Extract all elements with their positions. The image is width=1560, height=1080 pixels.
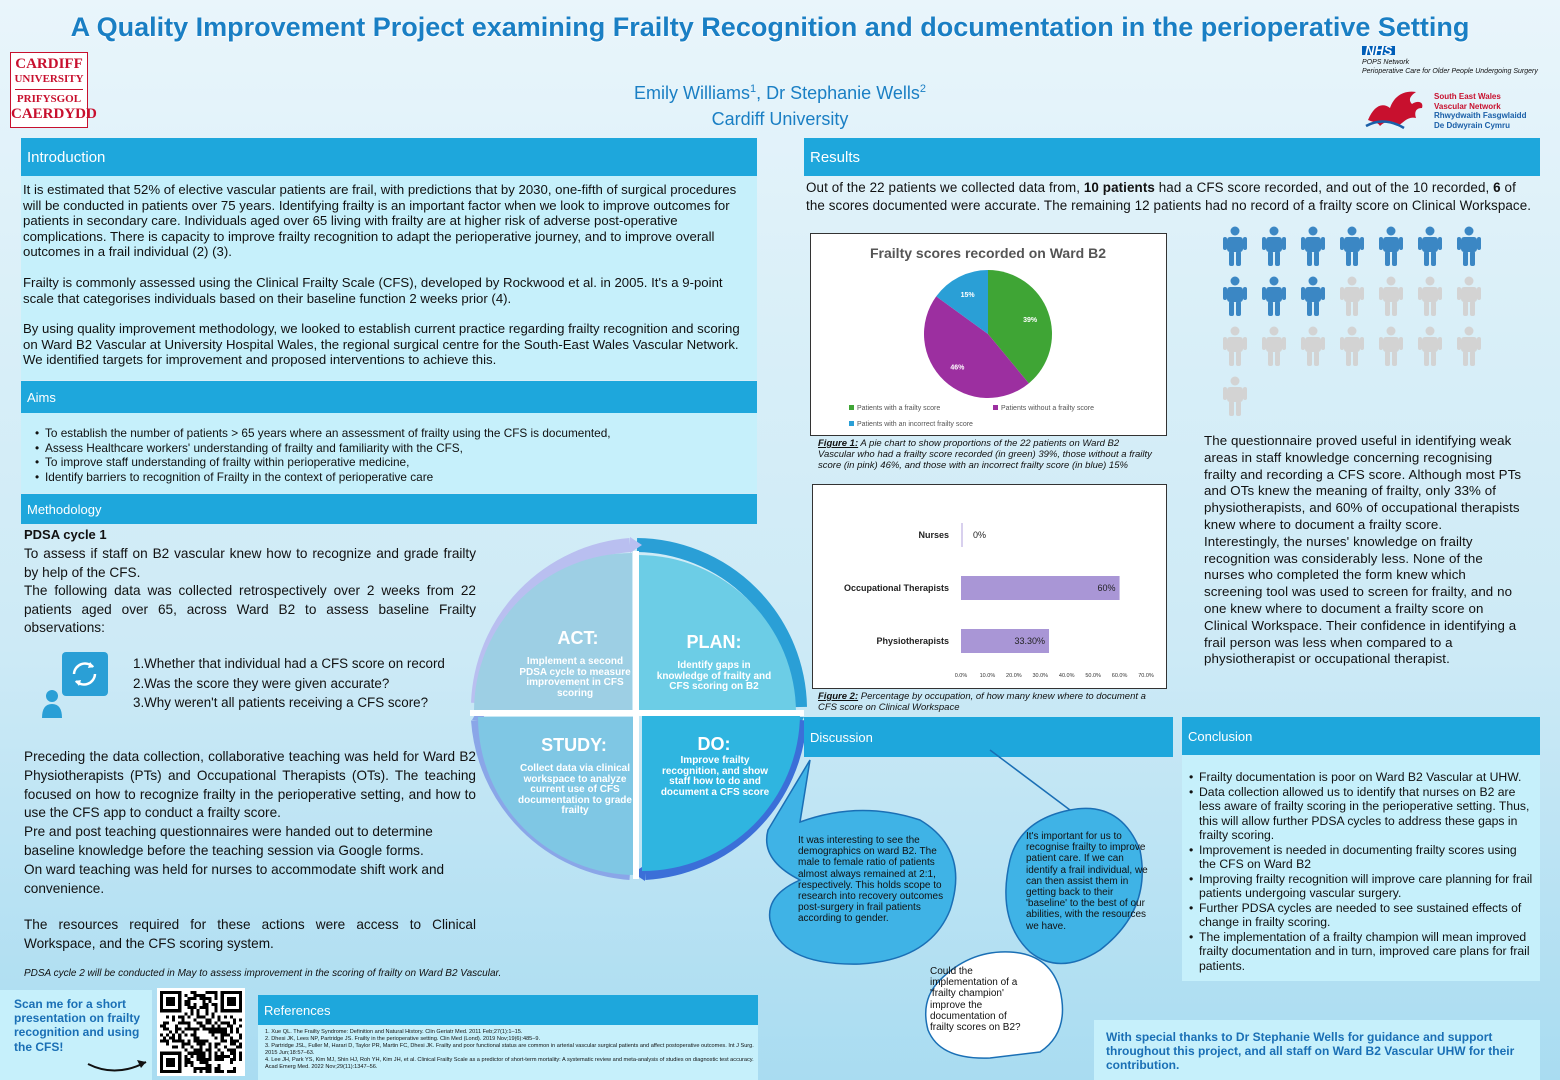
section-heading: Conclusion	[1188, 728, 1253, 744]
figure1-caption	[818, 438, 1153, 471]
method-paragraph: On ward teaching was held for nurses to accommodate shift work and convenience.	[24, 861, 445, 896]
conclusion-item: • Improving frailty recognition will improve care planning for frail patients undergoing vascular surgery.	[1187, 872, 1537, 901]
nhs-pops-logo	[1362, 43, 1554, 76]
figure-label: Figure 1:	[818, 438, 859, 449]
figure-label: Figure 2:	[818, 691, 859, 702]
arrow-right-icon	[86, 1044, 156, 1078]
bar	[961, 523, 963, 547]
question-item: 3.Why weren't all patients receiving a CFS score?	[133, 695, 429, 710]
plan-title: PLAN:	[686, 632, 742, 652]
pie-title: Frailty scores recorded on Ward B2	[870, 245, 1106, 261]
study-text: Collect data via clinical workspace to analyze current use of CFS documentation to grade frailty	[518, 763, 632, 816]
question-item: 1.Whether that individual had a CFS score on record	[133, 656, 445, 671]
methodology-body	[24, 748, 476, 954]
person-icon	[1456, 276, 1482, 316]
author-2: , Dr Stephanie Wells	[756, 83, 920, 103]
questions-list	[133, 654, 483, 713]
reference-item: 3. Partridge JSL, Fuller M, Harari D, Taylor PR, Martin FC, Dhesi JK. Frailty and poor functional status are common in arterial vascular surgical patients and affect postoperative outcomes. Int J Surg. 2015 Jun;18:57–63.	[265, 1043, 754, 1056]
sew-line: South East Wales	[1434, 92, 1501, 101]
sew-line: De Ddwyrain Cymru	[1434, 120, 1511, 130]
bar-tick-label: 50.0%	[1085, 673, 1101, 679]
section-heading: Introduction	[27, 148, 106, 166]
conclusion-list	[1187, 770, 1537, 973]
methodology-header	[21, 494, 757, 524]
findings-paragraph: The questionnaire proved useful in identifying weak areas in staff knowledge concerning recognising frailty and recording a CFS score. Although most PTs and OTs knew the meaning of frailty, only 33% of physiotherapists, and 60% of occupational therapists knew where to document a frailty score.	[1204, 433, 1522, 532]
aim-item: • Identify barriers to recognition of Frailty in the context of perioperative care	[33, 470, 753, 485]
bar-category-label: Nurses	[918, 530, 949, 540]
person-icon	[1417, 326, 1443, 366]
results-header	[804, 138, 1540, 176]
bar-tick-label: 70.0%	[1138, 673, 1154, 679]
bar-value-label: 60%	[1097, 583, 1116, 593]
pie-chart	[811, 234, 1165, 434]
qr-caption: Scan me for a short presentation on frailty recognition and using the CFS!	[14, 997, 141, 1054]
section-heading: Aims	[27, 389, 56, 405]
results-text: 6	[1493, 180, 1501, 195]
dragon-icon	[1364, 86, 1426, 132]
method-paragraph: The following data was collected retrospectively over 2 weeks from 22 patients aged over 65, across Ward B2 to assess baseline Frailty observations:	[24, 583, 476, 635]
results-text: had a CFS score recorded, and out of the 10 recorded,	[1154, 180, 1494, 195]
bar-chart	[813, 485, 1165, 687]
section-heading: Results	[810, 148, 861, 166]
intro-paragraph: Frailty is commonly assessed using the Clinical Frailty Scale (CFS), developed by Rockwood et al. in 2005. It's a 9-point scale that categorises individuals based on their baseline function 2 weeks prior (4).	[23, 274, 723, 306]
question-item: 2.Was the score they were given accurate?	[133, 675, 390, 691]
section-heading: References	[264, 1002, 331, 1018]
bubble-3-text: Could the implementation of a 'frailty champion' improve the documentation of frailty scores on B2?	[930, 966, 1021, 1034]
bar-value-label: 33.30%	[1014, 636, 1046, 646]
pie-value-label: 39%	[1023, 316, 1038, 324]
person-icon	[1417, 226, 1443, 266]
cardiff-university-logo	[10, 52, 97, 128]
bar-category-label: Physiotherapists	[876, 636, 949, 646]
references-header	[258, 995, 758, 1025]
author-1: Emily Williams	[634, 83, 750, 103]
study-title: STUDY:	[541, 735, 607, 755]
figure-text: Percentage by occupation, of how many knew where to document a CFS score on Clinical Workspace	[818, 691, 1146, 713]
sew-vascular-network-logo	[1364, 86, 1554, 134]
person-icon	[1222, 226, 1248, 266]
figure2-caption	[818, 691, 1158, 713]
reference-item: 1. Xue QL. The Frailty Syndrome: Definition and Natural History. Clin Geriatr Med. 2011 Feb;27(1):1–15.	[265, 1029, 523, 1035]
person-icon	[1222, 376, 1248, 416]
act-title: ACT:	[557, 628, 599, 648]
aims-header	[21, 381, 757, 413]
person-icon	[1222, 326, 1248, 366]
author-sup: 1	[750, 83, 757, 95]
conclusion-item: • Frailty documentation is poor on Ward B2 Vascular at UHW.	[1187, 770, 1537, 785]
section-heading: Discussion	[810, 729, 873, 745]
introduction-text	[23, 182, 755, 368]
plan-text: Identify gaps in knowledge of frailty and CFS scoring on B2	[656, 660, 772, 692]
section-heading: Methodology	[27, 501, 102, 517]
qr-code[interactable]	[156, 988, 246, 1076]
pie-chart-box	[810, 233, 1167, 436]
conclusion-item: • The implementation of a frailty champion will mean improved frailty documentation and in turn, improved care plans for frail patients.	[1187, 930, 1537, 974]
legend-swatch	[993, 405, 998, 410]
legend-swatch	[849, 421, 854, 426]
sew-line: Vascular Network	[1434, 101, 1501, 111]
nhs-network: POPS Network	[1362, 59, 1410, 66]
person-icon	[1300, 226, 1326, 266]
bar-tick-label: 40.0%	[1058, 673, 1075, 679]
person-icon	[1378, 326, 1404, 366]
legend-label: Patients without a frailty score	[1001, 405, 1094, 412]
introduction-header	[21, 138, 757, 176]
bar-tick-label: 10.0%	[979, 673, 996, 679]
sew-line: Rhwydwaith Fasgwlaidd	[1434, 111, 1527, 120]
logo-text: UNIVERSITY	[14, 73, 84, 85]
method-paragraph: Preceding the data collection, collaborative teaching was held for Ward B2 Physiotherapists (PTs) and Occupational Therapists (OTs). The teaching focused on how to recognize frailty in the perioperative setting, and how to use the CFS app to conduct a frailty score.	[24, 749, 476, 821]
questionnaire-findings	[1204, 433, 1524, 668]
logo-text: PRIFYSGOL	[16, 93, 82, 105]
pie-value-label: 46%	[950, 364, 965, 372]
pie-value-label: 15%	[960, 292, 975, 300]
conclusion-item: • Further PDSA cycles are needed to see sustained effects of change in frailty scoring.	[1187, 901, 1537, 930]
person-icon	[1222, 276, 1248, 316]
bar-tick-label: 30.0%	[1032, 673, 1049, 679]
person-icon	[1261, 276, 1287, 316]
affiliation: Cardiff University	[711, 109, 849, 129]
bar-category-label: Occupational Therapists	[843, 583, 949, 593]
reference-item: 2. Dhesi JK, Lees NP, Partridge JS. Frailty in the perioperative setting. Clin Med (Lond). 2019 Nov;19(6):485–9.	[265, 1036, 541, 1042]
nhs-logo: NHS	[1362, 46, 1395, 55]
person-icon	[1378, 226, 1404, 266]
aims-list	[33, 426, 753, 484]
bar	[961, 576, 1120, 600]
person-icon	[1300, 326, 1326, 366]
person-icon	[1300, 276, 1326, 316]
aim-item: • To establish the number of patients > 65 years where an assessment of frailty using the CFS is documented,	[33, 426, 753, 441]
references-list	[265, 1029, 755, 1071]
method-paragraph: Pre and post teaching questionnaires were handed out to determine baseline knowledge before the teaching session via Google forms.	[24, 824, 433, 858]
bar-tick-label: 60.0%	[1111, 673, 1128, 679]
act-text: Implement a second PDSA cycle to measure improvement in CFS scoring	[519, 656, 631, 699]
intro-paragraph: By using quality improvement methodology, we looked to establish current practice regarding frailty recognition and scoring on Ward B2 Vascular at University Hospital Wales, the regional surgical centre for the South-East Wales Vascular Network. We identified targets for improvement and proposed interventions to achieve this.	[23, 321, 740, 368]
method-paragraph: The resources required for these actions were access to Clinical Workspace, and the CFS scoring system.	[24, 917, 476, 952]
pdsa2-note: PDSA cycle 2 will be conducted in May to assess improvement in the scoring of frailty on Ward B2 Vascular.	[24, 968, 502, 979]
methodology-intro	[24, 545, 476, 638]
method-paragraph: To assess if staff on B2 vascular knew how to recognize and grade frailty by help of the CFS.	[24, 546, 476, 580]
nhs-sub: Perioperative Care for Older People Undergoing Surgery	[1362, 68, 1538, 75]
person-icon	[1456, 226, 1482, 266]
bar-value-label: 0%	[973, 530, 987, 540]
do-title: DO:	[697, 734, 731, 754]
logo-text: CAERDYDD	[11, 106, 97, 122]
refresh-user-icon	[40, 650, 112, 720]
legend-swatch	[849, 405, 854, 410]
authors-block	[480, 76, 1080, 132]
figure-text: A pie chart to show proportions of the 22 patients on Ward B2 Vascular who had a frailty score recorded (in green) 39%, those without a frailty score (in pink) 46%, and those with an incorrect frailty score (in blue) 15%	[818, 438, 1152, 471]
conclusion-header	[1182, 717, 1540, 755]
results-text: of the scores documented were accurate. The remaining 12 patients had no record of a frailty score on Clinical Workspace.	[806, 180, 1532, 213]
findings-paragraph: Interestingly, the nurses' knowledge on frailty recognition was considerably less. None of the nurses who completed the form knew which screening tool was used to screen for frailty, and no one knew where to document a frailty score on Clinical Workspace. Their confidence in identifying a frail person was less when compared to a physiotherapist or occupational therapist.	[1204, 533, 1517, 667]
person-icon	[1261, 226, 1287, 266]
legend-label: Patients with a frailty score	[857, 405, 941, 412]
conclusion-item: • Improvement is needed in documenting frailty scores using the CFS on Ward B2	[1187, 843, 1537, 872]
bar-tick-label: 20.0%	[1006, 673, 1022, 679]
person-icon	[1378, 276, 1404, 316]
poster-title: A Quality Improvement Project examining Frailty Recognition and documentation in the perioperative Setting	[70, 12, 1470, 42]
results-summary	[806, 179, 1538, 215]
person-icon	[1456, 326, 1482, 366]
conclusion-item: • Data collection allowed us to identify that nurses on B2 are less aware of frailty scoring in the perioperative setting. Thus, this will allow further PDSA cycles to address these gaps in frailty scoring.	[1187, 785, 1537, 843]
bar-tick-label: 0.0%	[954, 673, 968, 679]
people-pictogram	[1222, 226, 1502, 426]
aim-item: • Assess Healthcare workers' understanding of frailty and familiarity with the CFS,	[33, 441, 753, 456]
results-text: 10 patients	[1083, 180, 1155, 195]
bubble-1-text: It was interesting to see the demographics on ward B2. The male to female ratio of patients almost always remained at 2:1, respectively. This holds scope to research into recovery outcomes post-surgery in frail patients according to gender.	[798, 835, 944, 925]
reference-item: 4. Lee JH, Park YS, Kim MJ, Shin HJ, Roh YH, Kim JH, et al. Clinical Frailty Scale as a predictor of short-term mortality: A systematic review and meta-analysis of studies on diagnostic test accuracy. Acad Emerg Med. 2022 Nov;29(11):1347–56.	[265, 1057, 754, 1070]
legend-label: Patients with an incorrect frailty score	[857, 421, 973, 428]
aim-item: • To improve staff understanding of frailty within perioperative medicine,	[33, 455, 753, 470]
bubble-2-text: It's important for us to recognise frailty to improve patient care. If we can identify a frail individual, we can then assist them in getting back to their 'baseline' to the best of our abilities, with the resources we have.	[1026, 831, 1148, 932]
bar-chart-box	[812, 484, 1167, 689]
person-icon	[1339, 276, 1365, 316]
do-text: Improve frailty recognition, and show staff how to do and document a CFS score	[660, 755, 770, 798]
person-icon	[1417, 276, 1443, 316]
thanks-text: With special thanks to Dr Stephanie Wells for guidance and support throughout this project, and all staff on Ward B2 Vascular UHW for their contribution.	[1106, 1030, 1515, 1073]
intro-paragraph: It is estimated that 52% of elective vascular patients are frail, with predictions that by 2030, one-fifth of surgical procedures will be conducted in patients over 75 years. Identifying frailty is an important factor when we look to improve outcomes for patients in secondary care. Individuals aged over 65 living with frailty are at higher risk of adverse post-operative complications. There is capacity to improve frailty recognition to adapt the perioperative journey, and to improve overall outcomes in a frail individual (2) (3).	[23, 182, 737, 260]
pdsa-subheading: PDSA cycle 1	[24, 527, 107, 542]
person-icon	[1339, 326, 1365, 366]
person-icon	[1339, 226, 1365, 266]
person-icon	[1261, 326, 1287, 366]
author-sup: 2	[919, 83, 926, 95]
logo-text: CARDIFF	[15, 56, 83, 72]
results-text: Out of the 22 patients we collected data from,	[806, 180, 1084, 195]
